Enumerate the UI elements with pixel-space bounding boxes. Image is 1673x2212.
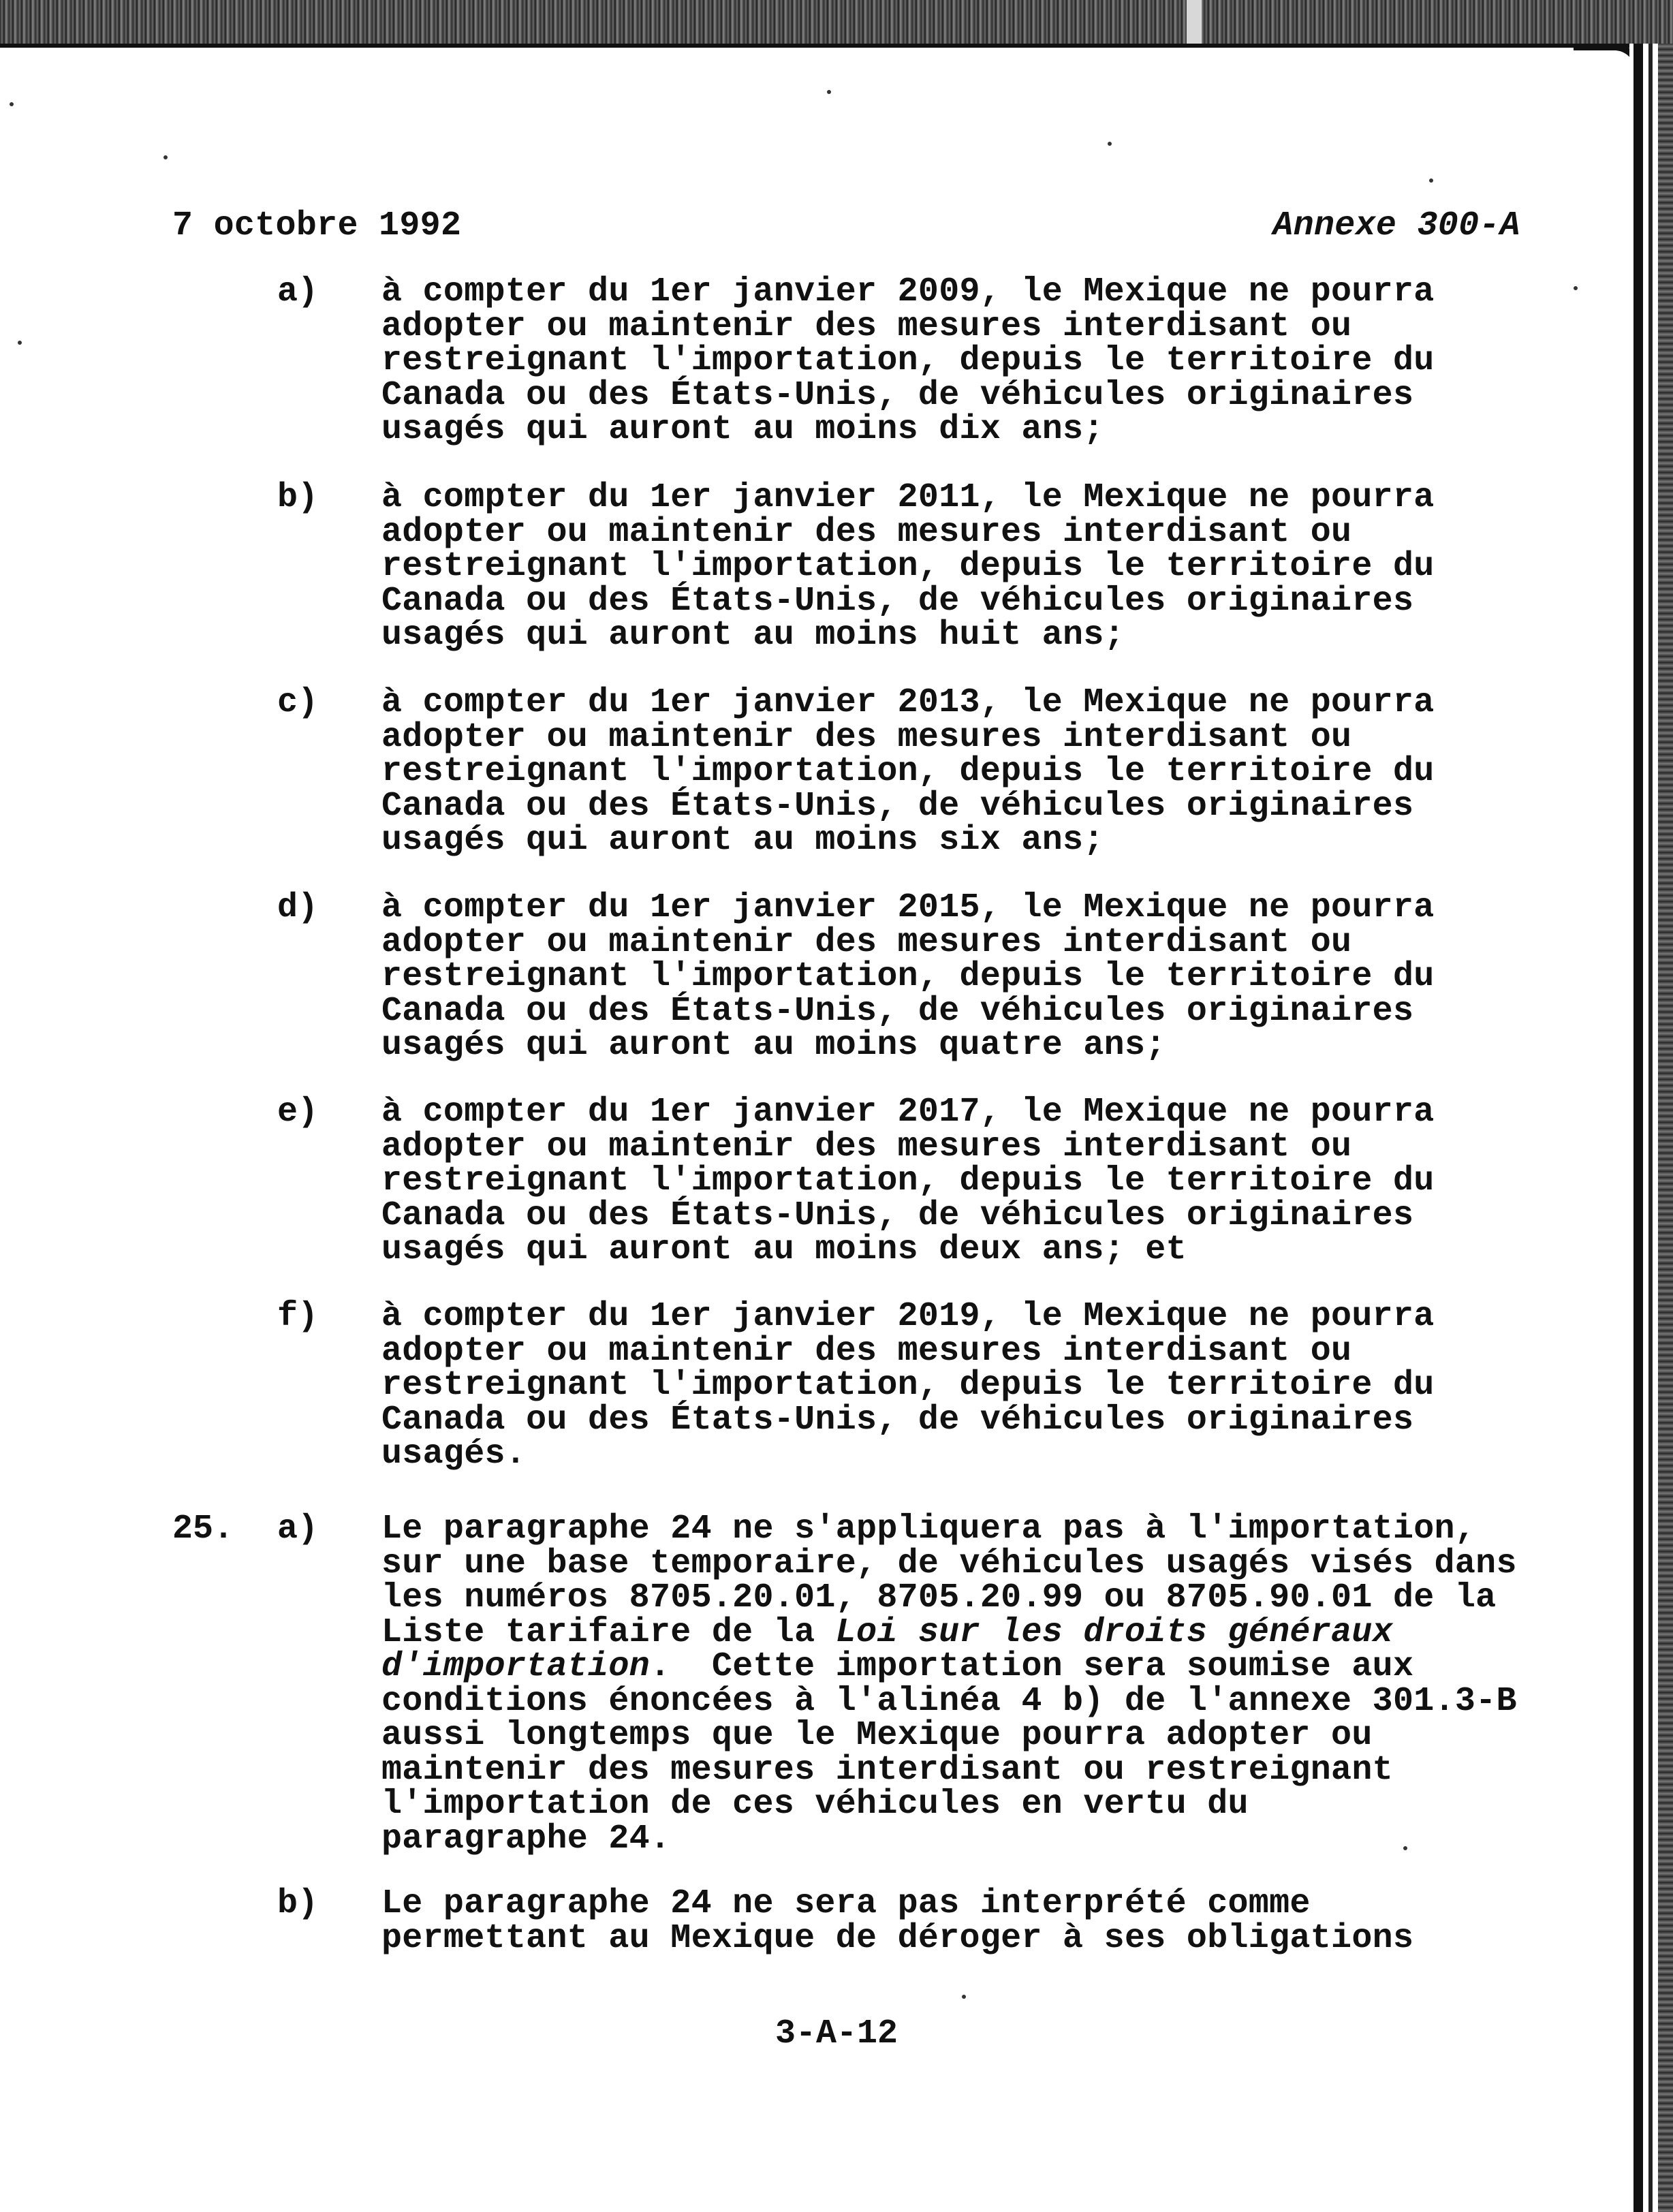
border-line	[1658, 44, 1673, 2212]
paragraph-number: 25.	[172, 1510, 234, 1548]
text-line: usagés qui auront au moins huit ans;	[381, 616, 1125, 655]
text-line: adopter ou maintenir des mesures interdisant ou	[381, 922, 1352, 962]
text-line: Le paragraphe 24 ne s'appliquera pas à l'importation,	[381, 1510, 1476, 1548]
text-line: restreignant l'importation, depuis le territoire du	[381, 341, 1435, 380]
scan-top-border	[0, 0, 1673, 48]
subparagraph-marker: b)	[277, 478, 319, 517]
text-line: adopter ou maintenir des mesures interdisant ou	[381, 307, 1352, 346]
subparagraph-marker: d)	[277, 888, 319, 927]
subparagraph-text	[381, 1297, 1580, 1474]
text-line: Canada ou des États-Unis, de véhicules originaires	[381, 991, 1414, 1031]
text-line: adopter ou maintenir des mesures interdisant ou	[381, 1331, 1352, 1371]
text-line: conditions énoncées à l'alinéa 4 b) de l'annexe 301.3-B	[381, 1681, 1517, 1721]
text-line: usagés qui auront au moins dix ans;	[381, 410, 1104, 449]
text-line: restreignant l'importation, depuis le territoire du	[381, 752, 1435, 791]
scan-right-border	[1629, 44, 1673, 2212]
subparagraph-marker: b)	[277, 1884, 319, 1923]
text-line: maintenir des mesures interdisant ou restreignant	[381, 1750, 1393, 1790]
border-line	[1648, 44, 1653, 2212]
text-line: usagés qui auront au moins quatre ans;	[381, 1026, 1166, 1065]
text-line: aussi longtemps que le Mexique pourra adopter ou	[381, 1716, 1373, 1755]
scan-speck	[962, 1995, 966, 1999]
scan-speck	[1429, 178, 1433, 183]
text-line: restreignant l'importation, depuis le territoire du	[381, 1366, 1435, 1405]
subparagraph-text	[381, 888, 1580, 1065]
scan-speck	[1108, 142, 1112, 146]
subparagraph-marker: a)	[277, 272, 319, 311]
law-title-italic: d'importation	[381, 1647, 650, 1686]
law-title-italic: Loi sur les droits généraux	[835, 1613, 1393, 1652]
scan-top-gap	[1187, 0, 1202, 44]
text-line: l'importation de ces véhicules en vertu du	[381, 1785, 1249, 1824]
text-line: usagés qui auront au moins six ans;	[381, 821, 1104, 860]
paragraph-25a-text	[381, 1512, 1580, 1856]
text-line: Canada ou des États-Unis, de véhicules originaires	[381, 375, 1414, 415]
subparagraph-marker: e)	[277, 1093, 319, 1132]
document-date: 7 octobre 1992	[172, 206, 462, 245]
text-line: Canada ou des États-Unis, de véhicules originaires	[381, 786, 1414, 826]
text-line: adopter ou maintenir des mesures interdisant ou	[381, 717, 1352, 757]
text-line: restreignant l'importation, depuis le territoire du	[381, 957, 1435, 996]
subparagraph-marker: a)	[277, 1510, 319, 1548]
text-line: restreignant l'importation, depuis le territoire du	[381, 1162, 1435, 1200]
text-line: Canada ou des États-Unis, de véhicules originaires	[381, 1400, 1414, 1439]
text-line: Canada ou des États-Unis, de véhicules originaires	[381, 1196, 1414, 1235]
text-line: Canada ou des États-Unis, de véhicules originaires	[381, 581, 1414, 621]
text-line: à compter du 1er janvier 2013, le Mexique ne pourra	[381, 683, 1435, 722]
scan-speck	[18, 341, 22, 345]
text-line: paragraphe 24.	[381, 1819, 671, 1858]
text-line: permettant au Mexique de déroger à ses obligations	[381, 1918, 1414, 1958]
text-line: à compter du 1er janvier 2011, le Mexique ne pourra	[381, 478, 1435, 517]
text-line: usagés.	[381, 1435, 527, 1474]
text-line: à compter du 1er janvier 2019, le Mexique ne pourra	[381, 1297, 1435, 1336]
scan-speck	[827, 90, 831, 94]
text-line: adopter ou maintenir des mesures interdisant ou	[381, 512, 1352, 552]
text-line: à compter du 1er janvier 2009, le Mexique ne pourra	[381, 272, 1435, 311]
page-number: 3-A-12	[775, 2014, 898, 2053]
text-line: à compter du 1er janvier 2017, le Mexique ne pourra	[381, 1093, 1435, 1132]
subparagraph-text	[381, 683, 1580, 860]
subparagraph-text	[381, 1095, 1580, 1268]
text-line: Le paragraphe 24 ne sera pas interprété comme	[381, 1884, 1311, 1923]
scan-speck	[163, 155, 168, 159]
subparagraph-text	[381, 272, 1580, 449]
paragraph-25b-text	[381, 1884, 1580, 1958]
text-line	[381, 1613, 1580, 1652]
text-line	[381, 1647, 1580, 1686]
text-line: les numéros 8705.20.01, 8705.20.99 ou 8705.90.01 de la	[381, 1578, 1497, 1617]
text-line: restreignant l'importation, depuis le territoire du	[381, 547, 1435, 586]
subparagraph-marker: f)	[277, 1297, 319, 1336]
subparagraph-text	[381, 478, 1580, 655]
scan-speck	[10, 102, 14, 106]
text-run: . Cette importation sera soumise aux	[649, 1647, 1414, 1686]
subparagraph-marker: c)	[277, 683, 319, 722]
annex-reference: Annexe 300-A	[1272, 206, 1520, 245]
text-line: à compter du 1er janvier 2015, le Mexique ne pourra	[381, 888, 1435, 927]
text-line: adopter ou maintenir des mesures interdisant ou	[381, 1127, 1352, 1166]
text-run: Liste tarifaire de la	[381, 1613, 836, 1652]
text-line: sur une base temporaire, de véhicules usagés visés dans	[381, 1544, 1517, 1583]
border-line	[1633, 44, 1643, 2212]
text-line: usagés qui auront au moins deux ans; et	[381, 1230, 1187, 1269]
